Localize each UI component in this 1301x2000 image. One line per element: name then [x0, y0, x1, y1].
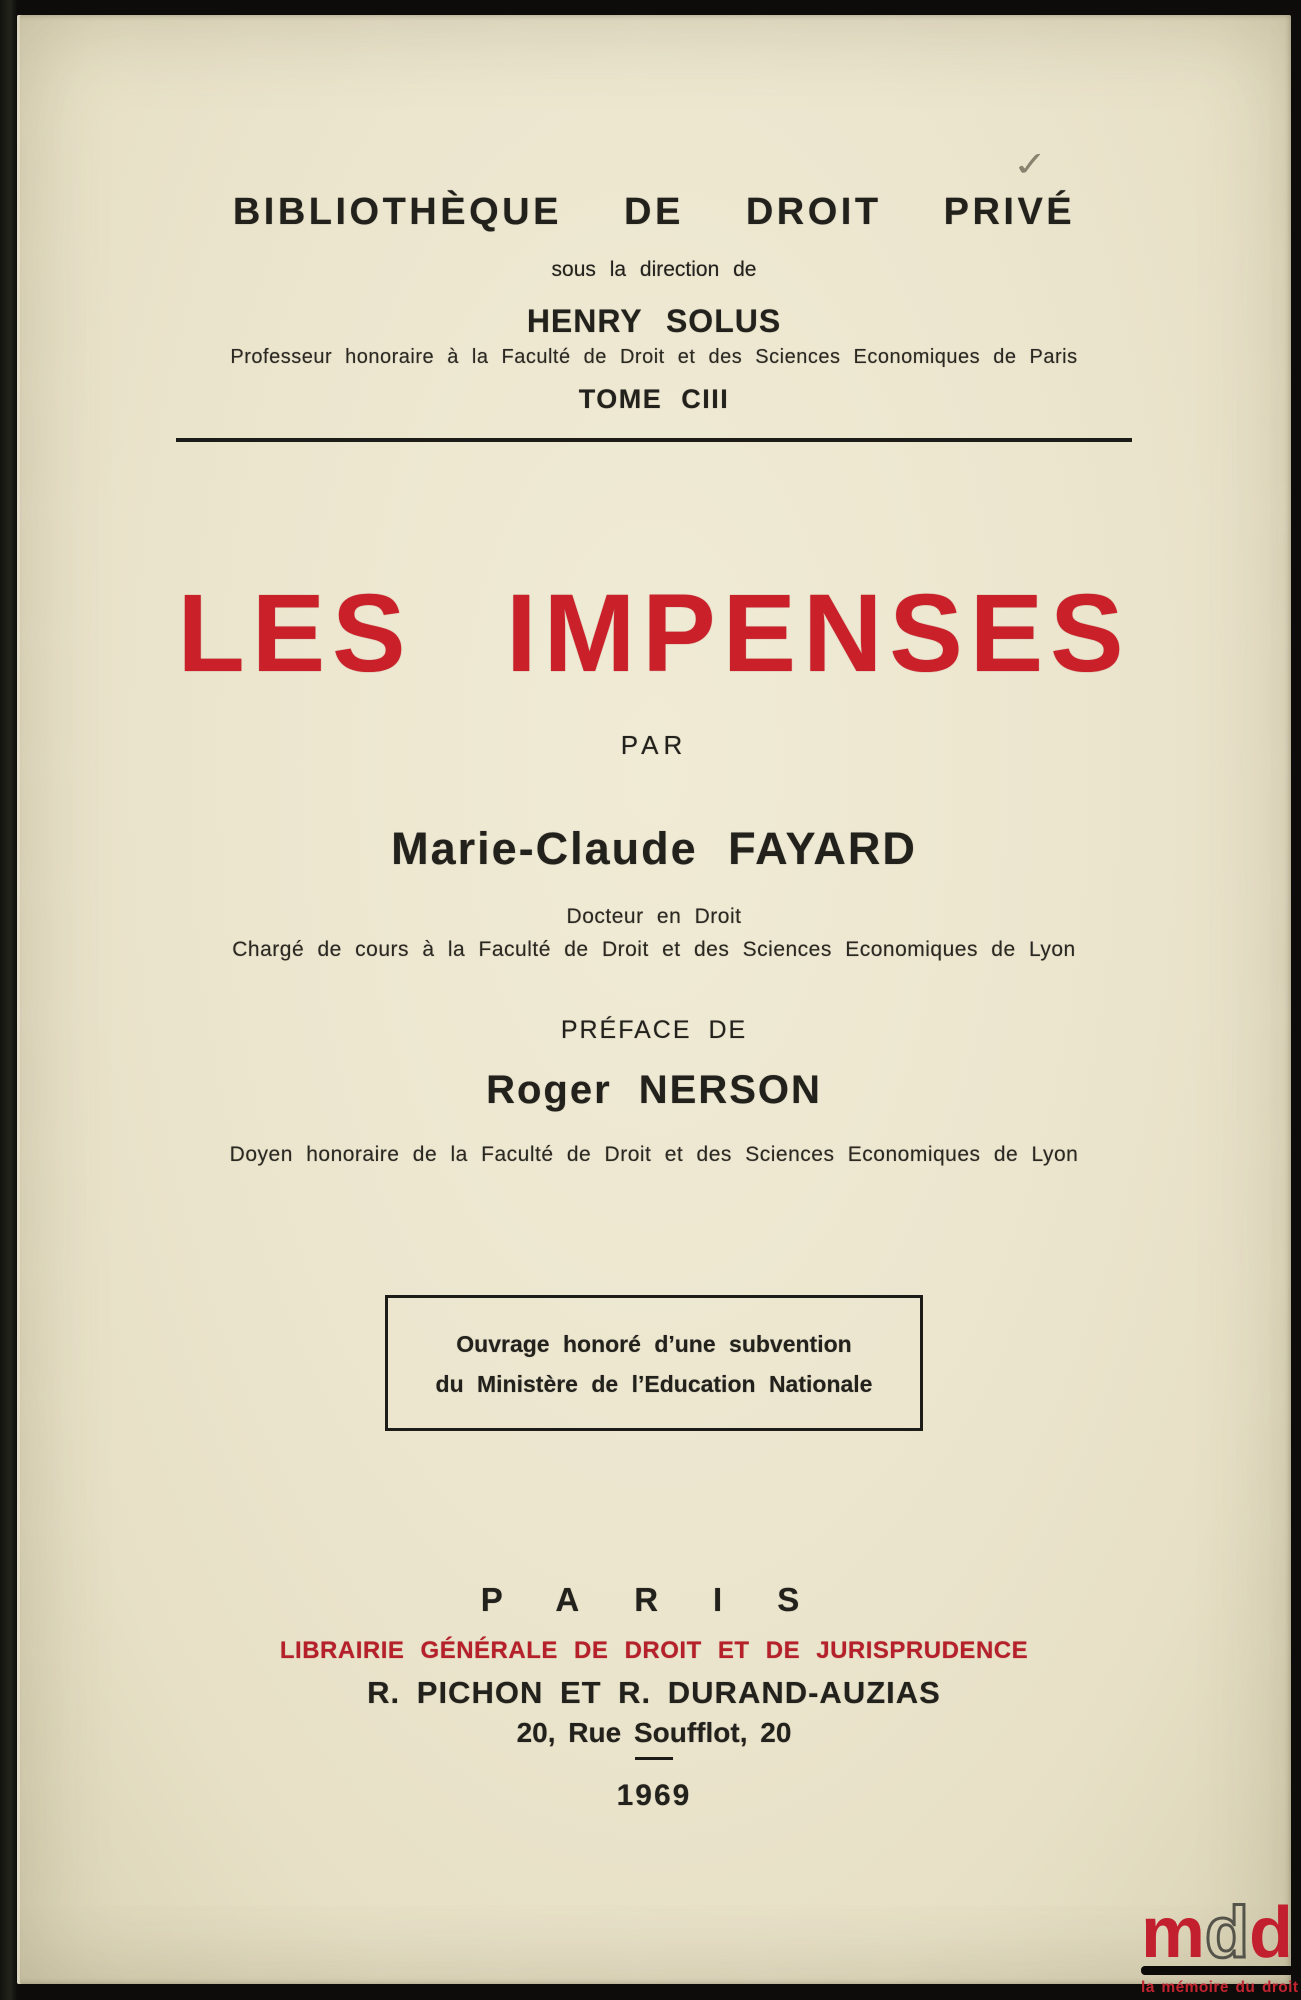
- mdd-letter-m: m: [1141, 1893, 1206, 1965]
- series-director-title: Professeur honoraire à la Faculté de Droit et des Sciences Economiques de Paris: [230, 346, 1078, 368]
- subvention-line-2: du Ministère de l’Education Nationale: [435, 1371, 873, 1397]
- author-degree: Docteur en Droit: [566, 905, 742, 928]
- book-title-page: [17, 15, 1291, 1984]
- publisher-address: 20, Rue Soufflot, 20: [516, 1717, 792, 1748]
- book-spine-shadow: [0, 0, 17, 2000]
- book-title: LES IMPENSES: [177, 572, 1131, 695]
- publisher-imprint: LIBRAIRIE GÉNÉRALE DE DROIT ET DE JURISPRUDENCE: [279, 1637, 1029, 1664]
- subvention-line-1: Ouvrage honoré d’une subvention: [456, 1331, 852, 1357]
- watermark-tagline: la mémoire du droit: [1141, 1979, 1299, 1996]
- series-direction-line: sous la direction de: [551, 258, 757, 281]
- horizontal-rule: [176, 438, 1132, 442]
- mdd-letter-d-outline: d: [1205, 1893, 1249, 1965]
- publication-year: 1969: [616, 1779, 692, 1812]
- author-title: Chargé de cours à la Faculté de Droit et des Sciences Economiques de Lyon: [232, 938, 1076, 961]
- preface-author-name: Roger NERSON: [486, 1068, 822, 1112]
- tome-number: TOME CIII: [578, 384, 730, 414]
- series-title: BIBLIOTHÈQUE DE DROIT PRIVÉ: [232, 191, 1076, 233]
- series-director-name: HENRY SOLUS: [526, 303, 782, 339]
- watermark-underline: [1141, 1966, 1301, 1975]
- author-name: Marie-Claude FAYARD: [391, 823, 917, 874]
- preface-label: PRÉFACE DE: [560, 1016, 748, 1044]
- mdd-letter-d: d: [1249, 1893, 1293, 1965]
- mdd-logo-letters: [1141, 1893, 1293, 1965]
- bookseller-watermark: [1125, 1882, 1301, 2000]
- short-dash-divider: [635, 1757, 673, 1760]
- by-label: PAR: [620, 730, 688, 760]
- pencil-checkmark: ✓: [1010, 144, 1051, 184]
- publication-city: PARIS: [480, 1581, 855, 1618]
- publisher-names: R. PICHON ET R. DURAND-AUZIAS: [367, 1675, 941, 1710]
- subvention-box: [385, 1295, 923, 1431]
- mdd-logo: [1141, 1893, 1299, 1997]
- preface-author-title: Doyen honoraire de la Faculté de Droit et des Sciences Economiques de Lyon: [229, 1143, 1079, 1166]
